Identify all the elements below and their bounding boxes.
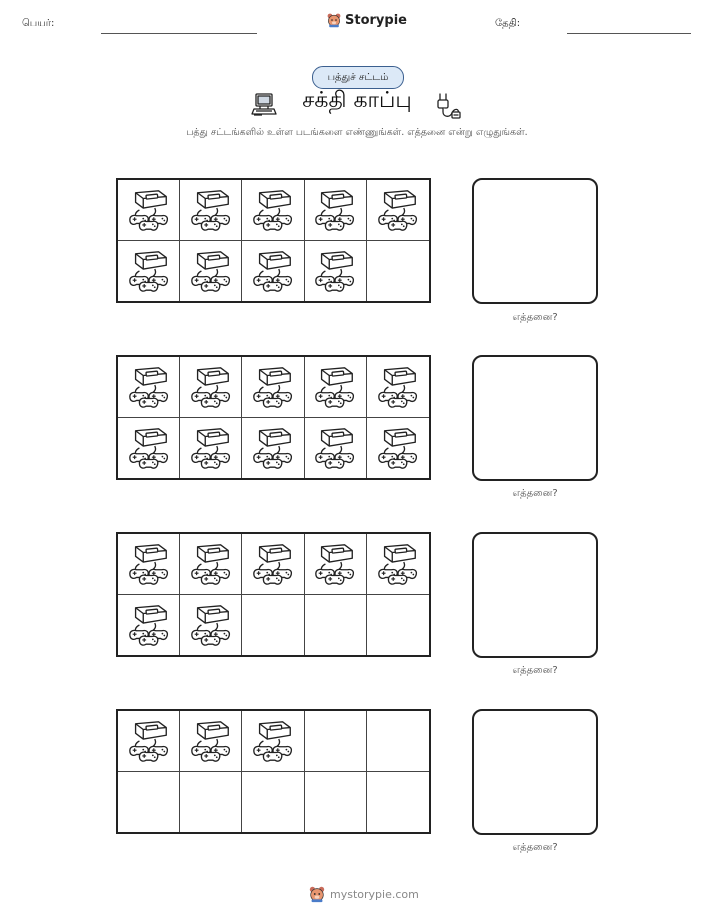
how-many-label-4: எத்தனை?: [512, 842, 558, 853]
frame-cell: [180, 534, 242, 595]
frame-cell: [367, 595, 429, 656]
frame-cell: [118, 534, 180, 595]
frame-cell: [242, 772, 304, 833]
game-console-icon: [312, 541, 358, 587]
ten-frame-3: [116, 532, 431, 657]
brand-logo: [326, 12, 407, 28]
answer-box-1[interactable]: [472, 178, 598, 304]
frame-cell: [118, 180, 180, 241]
frame-cell: [367, 241, 429, 302]
frame-cell: [305, 418, 367, 479]
footer-url[interactable]: mystorypie.com: [330, 887, 419, 901]
date-label: தேதி:: [495, 18, 521, 29]
footer: [308, 885, 419, 903]
instructions: பத்து சட்டங்களில் உள்ள படங்களை எண்ணுங்கள். எத்தனை என்று எழுதுங்கள்.: [186, 127, 528, 138]
how-many-label-2: எத்தனை?: [512, 488, 558, 499]
game-console-icon: [250, 718, 296, 764]
frame-cell: [118, 357, 180, 418]
frame-cell: [242, 241, 304, 302]
game-console-icon: [188, 541, 234, 587]
game-console-icon: [375, 541, 421, 587]
answer-box-2[interactable]: [472, 355, 598, 481]
game-console-icon: [126, 602, 172, 648]
game-console-icon: [188, 718, 234, 764]
frame-cell: [118, 772, 180, 833]
game-console-icon: [250, 248, 296, 294]
ten-frame-4: [116, 709, 431, 834]
game-console-icon: [312, 187, 358, 233]
game-console-icon: [188, 425, 234, 471]
name-line[interactable]: [101, 33, 257, 34]
game-console-icon: [375, 187, 421, 233]
frame-cell: [180, 595, 242, 656]
game-console-icon: [375, 364, 421, 410]
frame-cell: [305, 772, 367, 833]
frame-cell: [242, 180, 304, 241]
game-console-icon: [126, 248, 172, 294]
game-console-icon: [126, 364, 172, 410]
frame-cell: [305, 711, 367, 772]
frame-cell: [305, 180, 367, 241]
plug-icon: [436, 92, 462, 120]
game-console-icon: [188, 364, 234, 410]
frame-cell: [180, 711, 242, 772]
game-console-icon: [312, 364, 358, 410]
frame-cell: [305, 595, 367, 656]
game-console-icon: [250, 187, 296, 233]
frame-cell: [367, 180, 429, 241]
brand-name: Storypie: [345, 12, 407, 28]
game-console-icon: [126, 541, 172, 587]
date-line[interactable]: [567, 33, 691, 34]
frame-cell: [118, 418, 180, 479]
worksheet-title: சக்தி காப்பு: [302, 88, 412, 113]
frame-cell: [180, 180, 242, 241]
game-console-icon: [188, 248, 234, 294]
game-console-icon: [126, 425, 172, 471]
game-console-icon: [188, 187, 234, 233]
frame-cell: [242, 711, 304, 772]
game-console-icon: [375, 425, 421, 471]
game-console-icon: [312, 425, 358, 471]
frame-cell: [305, 534, 367, 595]
frame-cell: [367, 534, 429, 595]
frame-cell: [118, 241, 180, 302]
how-many-label-3: எத்தனை?: [512, 665, 558, 676]
frame-cell: [180, 357, 242, 418]
frame-cell: [242, 418, 304, 479]
game-console-icon: [188, 602, 234, 648]
frame-cell: [242, 534, 304, 595]
frame-cell: [305, 241, 367, 302]
name-label: பெயர்:: [22, 18, 55, 29]
ten-frame-1: [116, 178, 431, 303]
answer-box-3[interactable]: [472, 532, 598, 658]
mascot-icon: [308, 885, 326, 903]
frame-cell: [367, 711, 429, 772]
game-console-icon: [126, 187, 172, 233]
frame-cell: [180, 772, 242, 833]
frame-cell: [242, 357, 304, 418]
answer-box-4[interactable]: [472, 709, 598, 835]
frame-cell: [180, 418, 242, 479]
game-console-icon: [250, 541, 296, 587]
game-console-icon: [312, 248, 358, 294]
game-console-icon: [250, 425, 296, 471]
frame-cell: [180, 241, 242, 302]
how-many-label-1: எத்தனை?: [512, 312, 558, 323]
worksheet-type-badge: பத்துச் சட்டம்: [312, 66, 404, 89]
frame-cell: [118, 711, 180, 772]
frame-cell: [367, 357, 429, 418]
mascot-icon: [326, 12, 342, 28]
frame-cell: [367, 772, 429, 833]
game-console-icon: [126, 718, 172, 764]
frame-cell: [367, 418, 429, 479]
frame-cell: [118, 595, 180, 656]
frame-cell: [242, 595, 304, 656]
frame-cell: [305, 357, 367, 418]
ten-frame-2: [116, 355, 431, 480]
game-console-icon: [250, 364, 296, 410]
